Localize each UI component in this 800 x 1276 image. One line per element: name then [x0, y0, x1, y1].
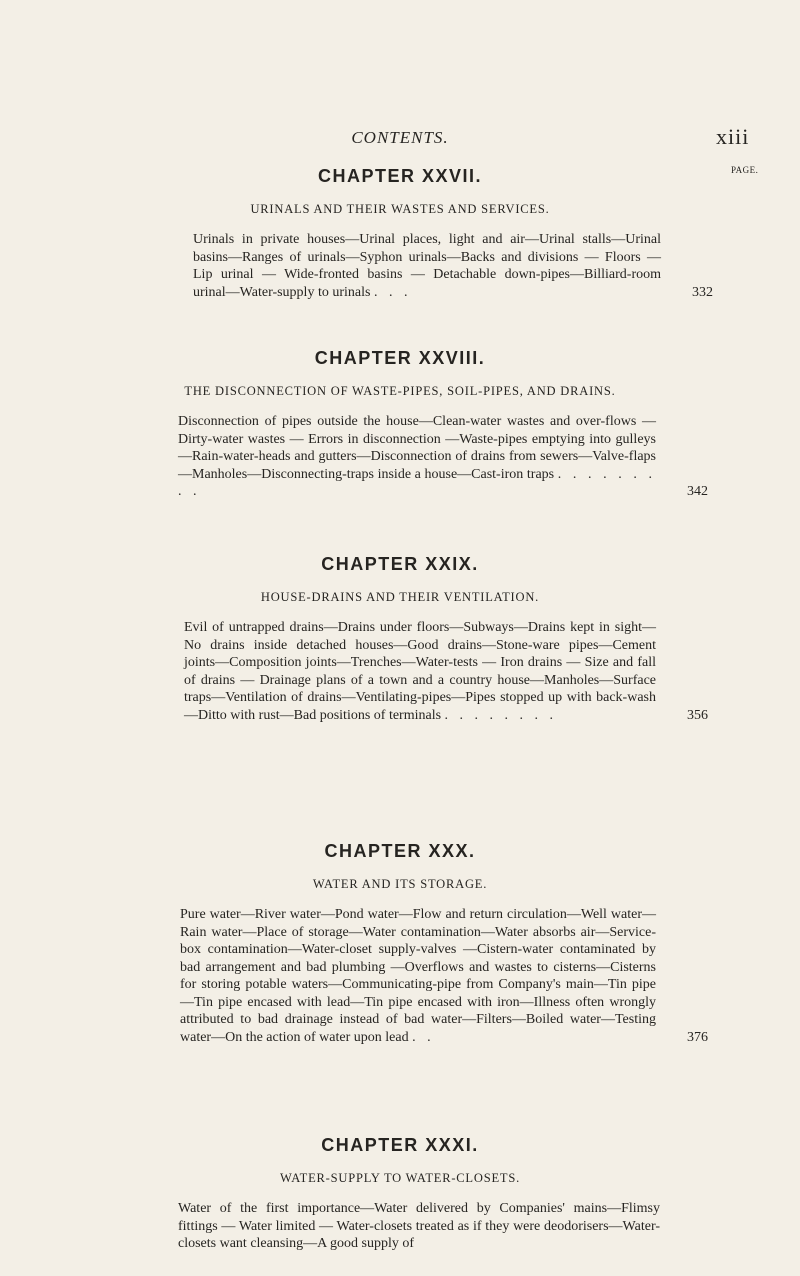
chapter-subtitle: URINALS AND THEIR WASTES AND SERVICES.	[250, 202, 550, 216]
leader-dots: . . .	[373, 284, 412, 300]
chapter-summary-block	[184, 619, 708, 724]
chapter-summary-block	[178, 413, 708, 501]
chapter-summary-block	[180, 906, 708, 1046]
chapter-subtitle: WATER AND ITS STORAGE.	[312, 877, 488, 891]
chapter-summary-block	[178, 1200, 660, 1253]
chapter-xxxi	[0, 1134, 800, 1253]
chapter-title: CHAPTER XXX.	[324, 841, 476, 861]
chapter-summary: Water of the first importance—Water delivered by Companies' mains—Flimsy fittings — Water limited — Water-closets treated as if they were deodorisers—Water-closets want cleansing—A good supply of	[178, 1201, 660, 1251]
chapter-page-number: 332	[692, 284, 713, 300]
chapter-page-number: 342	[687, 484, 708, 499]
running-title: CONTENTS.	[351, 128, 449, 147]
chapter-summary: Urinals in private houses—Urinal places, light and air—Urinal stalls—Urinal basins—Ranges of urinals—Syphon urinals—Backs and divisions — Floors — Lip urinal — Wide-fronted basins — Detachable down-pipes—Billiard-room urinal—Water-supply to urinals	[193, 232, 661, 300]
chapter-xxvii	[0, 165, 800, 301]
chapter-title: CHAPTER XXXI.	[321, 1135, 479, 1155]
chapter-page-number: 356	[687, 707, 708, 723]
chapter-subtitle: HOUSE-DRAINS AND THEIR VENTILATION.	[260, 590, 540, 604]
chapter-xxviii	[0, 347, 800, 501]
chapter-xxix	[0, 553, 800, 724]
chapter-subtitle: THE DISCONNECTION OF WASTE-PIPES, SOIL-PIPES, AND DRAINS.	[184, 384, 616, 398]
chapter-title: CHAPTER XXIX.	[321, 554, 479, 574]
chapter-summary: Pure water—River water—Pond water—Flow and return circulation—Well water—Rain water—Place of storage—Water contamination—Water absorbs air—Service-box contamination—Water-closet supply-valves —Cistern-water contaminated by bad arrangement and bad plumbing —Overflows and wastes to cisterns—Cisterns for storing potable waters—Communicating-pipe from Company's main—Tin pipe—Tin pipe encased with lead—Tin pipe encased with iron—Illness often wrongly attributed to bad drainage instead of bad water—Filters—Boiled water—Testing water—On the action of water upon lead	[180, 907, 656, 1045]
chapter-title: CHAPTER XXVIII.	[314, 348, 486, 368]
page-number-roman: xiii	[716, 124, 750, 149]
page-column-label: PAGE.	[731, 165, 759, 175]
leader-dots: . .	[412, 1029, 435, 1045]
chapter-summary: Disconnection of pipes outside the house—Clean-water wastes and over-flows — Dirty-water wastes — Errors in disconnection —Waste-pipes emptying into gulleys—Rain-water-heads and gutters—Disconnection of drains from sewers—Valve-flaps—Manholes—Disconnecting-traps inside a house—Cast-iron traps	[178, 414, 656, 482]
chapter-title: CHAPTER XXVII.	[317, 166, 483, 186]
chapter-xxx	[0, 840, 800, 1046]
chapter-page-number: 376	[687, 1029, 708, 1045]
chapter-subtitle: WATER-SUPPLY TO WATER-CLOSETS.	[279, 1171, 520, 1185]
leader-dots: . . . . . . . . .	[178, 466, 657, 499]
chapter-summary: Evil of untrapped drains—Drains under floors—Subways—Drains kept in sight—No drains inside detached houses—Good drains—Stone-ware pipes—Cement joints—Composition joints—Trenches—Water-tests — Iron drains — Size and fall of drains — Drainage plans of a town and a country house—Manholes—Surface traps—Ventilation of drains—Ventilating-pipes—Pipes stopped up with back-wash—Ditto with rust—Bad positions of terminals	[184, 620, 656, 723]
leader-dots: . . . . . . . .	[444, 707, 558, 723]
chapter-summary-block	[193, 231, 713, 301]
